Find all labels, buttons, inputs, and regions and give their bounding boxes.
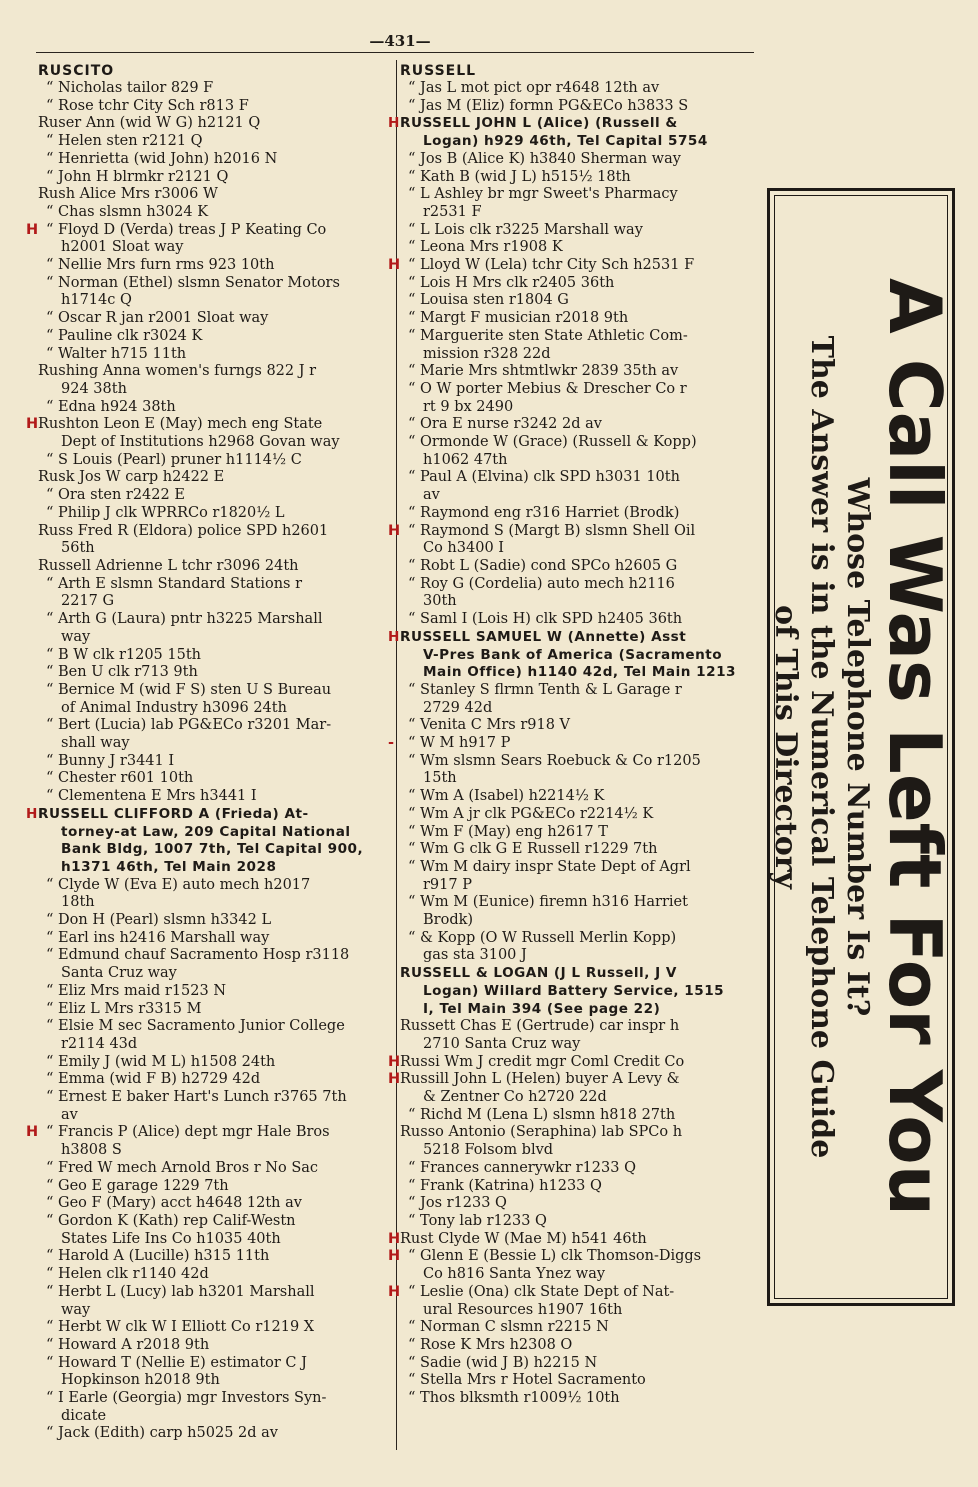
entry-line: “ Howard T (Nellie E) estimator C J	[46, 1354, 307, 1371]
entry-continuation: 15th	[423, 770, 457, 787]
directory-entry	[26, 221, 388, 257]
directory-entry	[400, 416, 756, 434]
entry-line: Russ Fred R (Eldora) police SPD h2601	[38, 522, 329, 539]
directory-entry	[400, 1213, 756, 1231]
pencil-mark: H	[388, 1248, 401, 1265]
entry-continuation: dicate	[61, 1407, 107, 1424]
entry-line: RUSSELL CLIFFORD A (Frieda) At-	[38, 805, 309, 822]
directory-entry	[388, 522, 756, 558]
entry-line: “ Jas M (Eliz) formn PG&ECo h3833 S	[408, 97, 689, 114]
entry-continuation: Logan) h929 46th, Tel Capital 5754	[423, 133, 708, 150]
directory-entry	[38, 1355, 388, 1390]
entry-continuation: r2531 F	[423, 203, 482, 220]
entry-line: “ Ernest E baker Hart's Lunch r3765 7th	[46, 1089, 347, 1106]
directory-entry	[400, 717, 756, 735]
entry-line: “ L Lois clk r3225 Marshall way	[408, 221, 643, 238]
entry-line: “ Walter h715 11th	[46, 345, 187, 362]
entry-continuation: 2710 Santa Cruz way	[423, 1035, 581, 1052]
entry-line: “ Margt F musician r2018 9th	[408, 310, 629, 327]
directory-entry	[38, 80, 388, 98]
entry-line: “ Pauline clk r3024 K	[46, 327, 203, 344]
entry-line: “ Arth G (Laura) pntr h3225 Marshall	[46, 611, 323, 628]
entry-line: “ Thos blksmth r1009½ 10th	[408, 1390, 620, 1407]
directory-entry	[400, 80, 756, 98]
directory-entry	[38, 523, 388, 558]
directory-entry	[400, 965, 756, 1018]
directory-entry	[400, 894, 756, 929]
pencil-mark: -	[388, 735, 395, 752]
entry-continuation: torney-at Law, 209 Capital National	[61, 823, 351, 840]
entry-continuation: Dept of Institutions h2968 Govan way	[61, 434, 340, 451]
ad-line-3: of This Directory	[768, 605, 803, 889]
directory-entry	[38, 1089, 388, 1124]
directory-entry	[38, 169, 388, 187]
directory-entry	[400, 328, 756, 363]
directory-entry	[38, 186, 388, 204]
entry-continuation: Main Office) h1140 42d, Tel Main 1213	[423, 664, 737, 681]
entry-line: “ Norman (Ethel) slsmn Senator Motors	[46, 274, 340, 291]
entry-line: “ Francis P (Alice) dept mgr Hale Bros	[46, 1124, 330, 1141]
entry-line: “ Leona Mrs r1908 K	[408, 239, 563, 256]
entry-line: “ Jas L mot pict opr r4648 12th av	[408, 80, 660, 96]
entry-continuation: States Life Ins Co h1035 40th	[61, 1230, 281, 1247]
pencil-mark: H	[388, 1230, 401, 1247]
entry-line: “ Eliz Mrs maid r1523 N	[46, 982, 227, 999]
entry-line: “ Henrietta (wid John) h2016 N	[46, 150, 278, 167]
entry-line: “ Wm F (May) eng h2617 T	[408, 823, 608, 840]
entry-line: RUSSELL & LOGAN (J L Russell, J V	[400, 965, 677, 982]
entry-continuation: 5218 Folsom blvd	[423, 1142, 554, 1159]
entry-continuation: 30th	[423, 593, 457, 610]
directory-entry	[400, 824, 756, 842]
entry-line: “ O W porter Mebius & Drescher Co r	[408, 380, 687, 397]
directory-entry	[38, 1071, 388, 1089]
directory-entry	[38, 487, 388, 505]
directory-entry	[400, 682, 756, 717]
entry-line: Russo Antonio (Seraphina) lab SPCo h	[400, 1124, 683, 1141]
header-rule	[36, 52, 754, 53]
entry-continuation: Bank Bldg, 1007 7th, Tel Capital 900,	[61, 841, 364, 858]
directory-entry	[400, 930, 756, 965]
directory-entry	[400, 505, 756, 523]
entry-line: “ Helen clk r1140 42d	[46, 1266, 209, 1283]
left-column	[26, 62, 388, 1443]
entry-line: “ Stanley S flrmn Tenth & L Garage r	[408, 681, 682, 698]
entry-line: “ Arth E slsmn Standard Stations r	[46, 575, 303, 592]
entry-line: “ Jos r1233 Q	[408, 1195, 507, 1212]
entry-continuation: h1062 47th	[423, 451, 508, 468]
entry-line: “ Rose K Mrs h2308 O	[408, 1336, 573, 1353]
ad-line-1: Whose Telephone Number Is It?	[840, 477, 875, 1017]
directory-entry	[38, 877, 388, 912]
entry-continuation: ural Resources h1907 16th	[423, 1301, 623, 1318]
directory-entry	[38, 664, 388, 682]
directory-entry	[38, 1178, 388, 1196]
pencil-mark: H	[388, 1283, 401, 1300]
directory-entry	[400, 1195, 756, 1213]
directory-entry	[38, 310, 388, 328]
directory-entry	[38, 1018, 388, 1053]
entry-line: “ Floyd D (Verda) treas J P Keating Co	[46, 221, 327, 238]
directory-entry	[400, 292, 756, 310]
entry-line: “ Gordon K (Kath) rep Calif-Westn	[46, 1213, 296, 1229]
entry-line: Rushton Leon E (May) mech eng State	[38, 416, 323, 433]
entry-line: “ Oscar R jan r2001 Sloat way	[46, 310, 269, 327]
directory-entry	[388, 1071, 756, 1106]
directory-entry	[388, 735, 756, 753]
entry-continuation: Santa Cruz way	[61, 965, 177, 982]
directory-entry	[400, 788, 756, 806]
entry-line: “ Fred W mech Arnold Bros r No Sac	[46, 1159, 319, 1176]
telephone-guide-advertisement	[767, 188, 955, 1306]
entry-line: Russett Chas E (Gertrude) car inspr h	[400, 1018, 680, 1035]
entry-line: “ Paul A (Elvina) clk SPD h3031 10th	[408, 469, 680, 486]
entry-line: “ Raymond S (Margt B) slsmn Shell Oil	[408, 522, 696, 539]
directory-entry	[400, 1018, 756, 1053]
entry-line: “ Wm M dairy inspr State Dept of Agrl	[408, 858, 691, 875]
entry-line: Rust Clyde W (Mae M) h541 46th	[400, 1230, 647, 1247]
directory-entry	[400, 1107, 756, 1125]
entry-continuation: h3808 S	[61, 1142, 122, 1159]
directory-entry	[400, 1178, 756, 1196]
pencil-mark: H	[388, 1071, 401, 1088]
directory-entry	[388, 115, 756, 150]
entry-line: “ Harold A (Lucille) h315 11th	[46, 1248, 270, 1265]
left-column-heading: RUSCITO	[38, 63, 115, 79]
entry-line: “ Wm slsmn Sears Roebuck & Co r1205	[408, 752, 701, 769]
entry-continuation: 2729 42d	[423, 699, 493, 716]
entry-line: “ Howard A r2018 9th	[46, 1336, 210, 1353]
entry-line: “ Sadie (wid J B) h2215 N	[408, 1354, 598, 1371]
entry-line: “ Venita C Mrs r918 V	[408, 717, 571, 734]
directory-entry	[400, 753, 756, 788]
entry-continuation: rt 9 bx 2490	[423, 398, 514, 415]
directory-entry	[400, 1355, 756, 1373]
entry-line: “ Jack (Edith) carp h5025 2d av	[46, 1425, 278, 1442]
directory-entry	[400, 381, 756, 416]
directory-entry	[38, 1284, 388, 1319]
directory-entry	[400, 1337, 756, 1355]
directory-entry	[388, 257, 756, 275]
entry-line: RUSSELL SAMUEL W (Annette) Asst	[400, 628, 687, 645]
entry-line: Russill John L (Helen) buyer A Levy &	[400, 1071, 680, 1088]
entry-continuation: of Animal Industry h3096 24th	[61, 699, 287, 716]
entry-line: “ Kath B (wid J L) h515½ 18th	[408, 168, 631, 185]
directory-entry	[400, 558, 756, 576]
entry-line: “ John H blrmkr r2121 Q	[46, 168, 229, 185]
entry-continuation: & Zentner Co h2720 22d	[423, 1089, 607, 1106]
directory-entry	[400, 1390, 756, 1408]
entry-line: “ Roy G (Cordelia) auto mech h2116	[408, 575, 675, 592]
entry-line: “ Marguerite sten State Athletic Com-	[408, 327, 688, 344]
entry-continuation: I, Tel Main 394 (See page 22)	[423, 1000, 661, 1017]
entry-line: “ Edna h924 38th	[46, 398, 176, 415]
entry-line: “ S Louis (Pearl) pruner h1114½ C	[46, 451, 302, 468]
directory-entry	[26, 416, 388, 451]
directory-entry	[38, 1390, 388, 1425]
directory-entry	[400, 151, 756, 169]
directory-entry	[388, 1283, 756, 1319]
entry-line: “ Frank (Katrina) h1233 Q	[408, 1177, 602, 1194]
directory-entry	[38, 682, 388, 717]
entry-continuation: r917 P	[423, 876, 472, 893]
directory-entry	[38, 912, 388, 930]
entry-line: “ Bernice M (wid F S) sten U S Bureau	[46, 681, 332, 698]
entry-line: “ Emma (wid F B) h2729 42d	[46, 1071, 261, 1088]
entry-line: “ Philip J clk WPRRCo r1820½ L	[46, 504, 285, 521]
directory-entry	[400, 841, 756, 859]
entry-line: “ Wm G clk G E Russell r1229 7th	[408, 841, 658, 858]
entry-line: “ Helen sten r2121 Q	[46, 133, 203, 150]
entry-line: “ Herbt L (Lucy) lab h3201 Marshall	[46, 1283, 315, 1300]
entry-line: Rushing Anna women's furngs 822 J r	[38, 363, 317, 380]
entry-continuation: h1371 46th, Tel Main 2028	[61, 858, 277, 875]
entry-line: Rush Alice Mrs r3006 W	[38, 186, 218, 203]
directory-entry	[38, 452, 388, 470]
entry-line: “ Earl ins h2416 Marshall way	[46, 929, 270, 946]
directory-entry	[38, 328, 388, 346]
directory-entry	[400, 469, 756, 504]
entry-line: “ Geo E garage 1229 7th	[46, 1177, 229, 1194]
entry-continuation: 2217 G	[61, 593, 115, 610]
ad-text	[767, 217, 955, 1277]
entry-line: “ Nellie Mrs furn rms 923 10th	[46, 257, 275, 274]
directory-entry	[38, 611, 388, 646]
directory-entry	[388, 1230, 756, 1249]
right-column	[388, 62, 756, 1408]
entry-continuation: r2114 43d	[61, 1035, 138, 1052]
entry-line: RUSSELL JOHN L (Alice) (Russell &	[400, 115, 678, 132]
entry-continuation: gas sta 3100 J	[423, 947, 527, 964]
entry-line: “ Emily J (wid M L) h1508 24th	[46, 1053, 276, 1070]
entry-line: “ Ora sten r2422 E	[46, 487, 185, 504]
entry-line: “ Glenn E (Bessie L) clk Thomson-Diggs	[408, 1248, 702, 1265]
entry-line: Ruser Ann (wid W G) h2121 Q	[38, 115, 261, 132]
entry-line: “ Clyde W (Eva E) auto mech h2017	[46, 876, 311, 893]
directory-entry	[38, 1160, 388, 1178]
entry-line: “ Wm A jr clk PG&ECo r2214½ K	[408, 805, 654, 822]
directory-entry	[400, 1372, 756, 1390]
directory-entry	[400, 169, 756, 187]
entry-continuation: 56th	[61, 540, 95, 557]
directory-entry	[38, 930, 388, 948]
directory-entry	[400, 239, 756, 257]
entry-line: “ Louisa sten r1804 G	[408, 292, 569, 309]
ad-line-2: The Answer is in the Numerical Telephone Guide	[804, 335, 839, 1159]
directory-entry	[388, 628, 756, 682]
entry-line: Rusk Jos W carp h2422 E	[38, 469, 225, 486]
entry-line: “ Herbt W clk W I Elliott Co r1219 X	[46, 1319, 315, 1336]
entry-line: “ W M h917 P	[408, 735, 511, 752]
entry-continuation: Logan) Willard Battery Service, 1515	[423, 982, 725, 999]
directory-entry	[400, 363, 756, 381]
directory-entry	[38, 151, 388, 169]
directory-entry	[38, 1195, 388, 1213]
directory-entry	[38, 1054, 388, 1072]
entry-line: “ Jos B (Alice K) h3840 Sherman way	[408, 150, 681, 167]
directory-entry	[400, 222, 756, 240]
directory-entry	[38, 1319, 388, 1337]
entry-line: “ Geo F (Mary) acct h4648 12th av	[46, 1195, 302, 1212]
directory-entry	[400, 859, 756, 894]
entry-continuation: av	[423, 487, 440, 504]
directory-entry	[38, 346, 388, 364]
entry-line: “ Frances cannerywkr r1233 Q	[408, 1159, 636, 1176]
directory-entry	[400, 310, 756, 328]
entry-line: “ Ora E nurse r3242 2d av	[408, 416, 602, 433]
directory-entry	[400, 275, 756, 293]
entry-continuation: V-Pres Bank of America (Sacramento	[423, 646, 723, 663]
entry-line: “ Ben U clk r713 9th	[46, 664, 198, 681]
pencil-mark: H	[388, 257, 401, 274]
directory-entry	[38, 1266, 388, 1284]
directory-entry	[38, 717, 388, 752]
directory-entry	[400, 611, 756, 629]
directory-entry	[38, 469, 388, 487]
directory-entry	[400, 1319, 756, 1337]
entry-line: “ Wm M (Eunice) firemn h316 Harriet	[408, 894, 688, 911]
entry-line: Russell Adrienne L tchr r3096 24th	[38, 557, 299, 574]
entry-line: “ Eliz L Mrs r3315 M	[46, 1000, 202, 1017]
entry-continuation: Hopkinson h2018 9th	[61, 1372, 220, 1389]
entry-line: “ Edmund chauf Sacramento Hosp r3118	[46, 947, 350, 964]
entry-line: “ Norman C slsmn r2215 N	[408, 1319, 609, 1336]
pencil-mark: H	[26, 221, 39, 238]
pencil-mark: H	[388, 1053, 401, 1070]
entry-continuation: Brodk)	[423, 912, 474, 929]
entry-continuation: 924 38th	[61, 380, 127, 397]
right-entries	[388, 80, 756, 1408]
directory-entry	[38, 558, 388, 576]
page-number: —431—	[369, 32, 431, 50]
pencil-mark: H	[26, 805, 38, 822]
entry-line: “ Lois H Mrs clk r2405 36th	[408, 274, 615, 291]
pencil-mark: H	[26, 416, 39, 433]
entry-line: “ Richd M (Lena L) slsmn h818 27th	[408, 1106, 676, 1123]
entry-line: “ Marie Mrs shtmtlwkr 2839 35th av	[408, 363, 679, 380]
directory-entry	[38, 257, 388, 275]
entry-continuation: Co h816 Santa Ynez way	[423, 1266, 606, 1283]
directory-entry	[388, 1053, 756, 1072]
directory-entry	[38, 983, 388, 1001]
directory-entry	[38, 947, 388, 982]
pencil-mark: H	[388, 522, 401, 539]
directory-entry	[400, 806, 756, 824]
entry-line: “ & Kopp (O W Russell Merlin Kopp)	[408, 929, 677, 946]
pencil-mark: H	[388, 628, 400, 645]
entry-line: “ Tony lab r1233 Q	[408, 1213, 547, 1229]
directory-entry	[38, 753, 388, 771]
directory-entry	[26, 1124, 388, 1159]
entry-continuation: mission r328 22d	[423, 345, 551, 362]
entry-line: “ Clementena E Mrs h3441 I	[46, 788, 257, 805]
entry-line: “ Chas slsmn h3024 K	[46, 203, 209, 220]
pencil-mark: H	[26, 1124, 39, 1141]
entry-line: “ Leslie (Ona) clk State Dept of Nat-	[408, 1283, 675, 1300]
entry-line: “ Stella Mrs r Hotel Sacramento	[408, 1372, 646, 1389]
directory-entry	[400, 1124, 756, 1159]
directory-entry	[38, 1248, 388, 1266]
entry-continuation: 18th	[61, 894, 95, 911]
entry-line: “ Bunny J r3441 I	[46, 752, 175, 769]
entry-continuation: h2001 Sloat way	[61, 239, 184, 256]
directory-entry	[38, 399, 388, 417]
directory-entry	[38, 133, 388, 151]
directory-entry	[38, 576, 388, 611]
directory-entry	[38, 1337, 388, 1355]
directory-entry	[38, 115, 388, 133]
directory-entry	[38, 204, 388, 222]
entry-continuation: Co h3400 I	[423, 540, 505, 557]
entry-continuation: way	[61, 1301, 91, 1318]
directory-entry	[38, 363, 388, 398]
entry-line: “ Wm A (Isabel) h2214½ K	[408, 788, 605, 805]
entry-line: “ Ormonde W (Grace) (Russell & Kopp)	[408, 434, 697, 451]
directory-entry	[38, 647, 388, 665]
right-column-heading: RUSSELL	[400, 63, 477, 79]
entry-line: “ Raymond eng r316 Harriet (Brodk)	[408, 504, 680, 521]
ad-headline: A Call Was Left For You	[873, 277, 957, 1217]
entry-line: “ Nicholas tailor 829 F	[46, 80, 214, 96]
left-entries	[26, 80, 388, 1443]
directory-entry	[400, 576, 756, 611]
entry-line: “ Lloyd W (Lela) tchr City Sch h2531 F	[408, 257, 695, 274]
entry-line: “ L Ashley br mgr Sweet's Pharmacy	[408, 186, 678, 203]
entry-line: Russi Wm J credit mgr Coml Credit Co	[400, 1053, 685, 1070]
entry-line: “ Don H (Pearl) slsmn h3342 L	[46, 912, 272, 929]
entry-line: “ Rose tchr City Sch r813 F	[46, 97, 249, 114]
entry-continuation: h1714c Q	[61, 292, 132, 309]
directory-entry	[38, 505, 388, 523]
directory-entry	[38, 1213, 388, 1248]
entry-line: “ I Earle (Georgia) mgr Investors Syn-	[46, 1390, 327, 1407]
entry-line: “ B W clk r1205 15th	[46, 646, 202, 663]
directory-entry	[38, 98, 388, 116]
directory-entry	[38, 770, 388, 788]
directory-entry	[400, 98, 756, 116]
entry-continuation: shall way	[61, 735, 130, 752]
entry-continuation: way	[61, 628, 91, 645]
pencil-mark: H	[388, 115, 400, 132]
directory-entry	[26, 805, 388, 877]
directory-entry	[388, 1248, 756, 1283]
entry-line: “ Robt L (Sadie) cond SPCo h2605 G	[408, 557, 678, 574]
directory-entry	[38, 275, 388, 310]
directory-entry	[38, 1425, 388, 1443]
directory-entry	[400, 1160, 756, 1178]
entry-line: “ Saml I (Lois H) clk SPD h2405 36th	[408, 611, 683, 628]
entry-line: “ Chester r601 10th	[46, 770, 194, 787]
entry-continuation: av	[61, 1106, 78, 1123]
entry-line: “ Elsie M sec Sacramento Junior College	[46, 1018, 345, 1035]
directory-entry	[400, 434, 756, 469]
entry-line: “ Bert (Lucia) lab PG&ECo r3201 Mar-	[46, 717, 332, 734]
directory-entry	[38, 1001, 388, 1019]
directory-entry	[400, 186, 756, 221]
directory-entry	[38, 788, 388, 806]
